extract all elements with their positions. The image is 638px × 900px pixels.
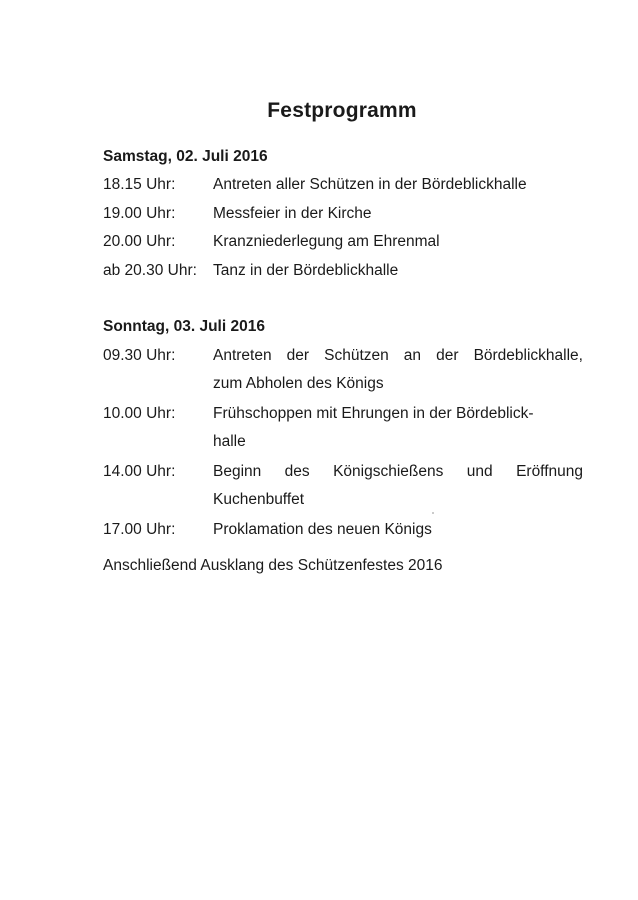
program-time: 20.00 Uhr: [103,233,176,250]
program-description-line: Tanz in der Bördeblickhalle [213,262,399,279]
program-description-line: Antreten aller Schützen in der Bördeblickhalle [213,176,527,193]
program-description-line: Messfeier in der Kirche [213,205,372,222]
program-description-line: Proklamation des neuen Königs [213,521,432,538]
program-description-line: Beginn des Königschießens und Eröffnung [213,463,583,480]
program-time: ab 20.30 Uhr: [103,262,197,279]
program-description-line: Antreten der Schützen an der Bördeblickhalle, [213,347,583,364]
document-title: Festprogramm [267,99,417,122]
program-description [213,200,583,228]
program-description-line: Kuchenbuffet [213,491,305,508]
saturday-heading: Samstag, 02. Juli 2016 [103,148,268,165]
program-description [213,342,583,398]
program-description [213,458,583,514]
program-description [213,228,583,256]
program-description-line: Frühschoppen mit Ehrungen in der Bördeblick- [213,405,534,422]
program-time: 09.30 Uhr: [103,347,176,364]
program-time: 19.00 Uhr: [103,205,176,222]
program-description [213,171,583,199]
scan-speck [432,512,434,514]
sunday-heading: Sonntag, 03. Juli 2016 [103,318,265,335]
closing-text: Anschließend Ausklang des Schützenfestes 2016 [103,557,443,574]
program-time: 18.15 Uhr: [103,176,176,193]
program-description [213,257,583,285]
program-description [213,400,583,456]
program-time: 17.00 Uhr: [103,521,176,538]
program-description-line: zum Abholen des Königs [213,375,384,392]
program-description-line: Kranzniederlegung am Ehrenmal [213,233,440,250]
program-time: 14.00 Uhr: [103,463,176,480]
program-description-line: halle [213,433,246,450]
program-time: 10.00 Uhr: [103,405,176,422]
program-description [213,516,583,544]
